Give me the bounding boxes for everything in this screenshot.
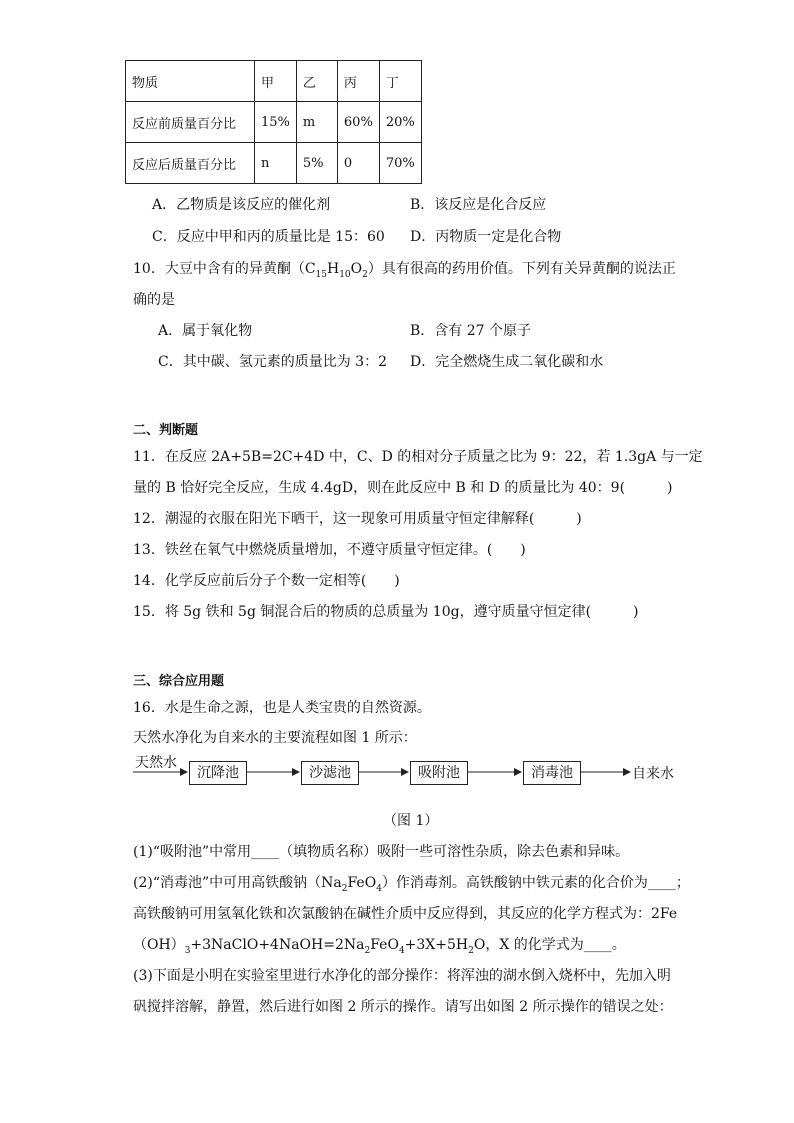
q10-option-d: D．完全燃烧生成二氧化碳和水: [410, 354, 604, 370]
section3-title: 三、综合应用题: [133, 674, 225, 689]
equation-text: +3NaClO+4NaOH=2Na: [190, 937, 365, 953]
flow-box-sand-filter: 沙滤池: [301, 761, 359, 785]
q9-option-b: B．该反应是化合反应: [410, 197, 547, 213]
q16-part3-line1: (3)下面是小明在实验室里进行水净化的部分操作：将浑浊的湖水倒入烧杯中，先加入明: [133, 968, 671, 984]
table-cell: 物质: [126, 61, 255, 102]
q10-stem-text: 10．大豆中含有的异黄酮（C: [133, 261, 316, 277]
q10-option-b: B．含有 27 个原子: [410, 323, 532, 339]
q16-intro: 天然水净化为自来水的主要流程如图 1 所示：: [133, 730, 417, 746]
equation-text: +3X+5H: [404, 937, 469, 953]
table-cell: 反应前质量百分比: [126, 102, 255, 143]
table-cell: 丁: [379, 61, 421, 102]
subscript: 10: [339, 269, 351, 280]
table-cell: 乙: [296, 61, 337, 102]
q9-option-c: C．反应中甲和丙的质量比是 15：60: [152, 229, 385, 245]
q10-formula-text: H: [326, 261, 340, 277]
table-cell: 0: [337, 143, 379, 184]
q16-part1: (1)“吸附池”中常用____（填物质名称）吸附一些可溶性杂质，除去色素和异味。: [133, 844, 630, 860]
q14: 14．化学反应前后分子个数一定相等( ): [133, 573, 400, 589]
q10-option-a: A．属于氧化物: [158, 323, 253, 339]
q16-part2-line2: 高铁酸钠可用氢氧化铁和次氯酸钠在碱性介质中反应得到，其反应的化学方程式为：2Fe: [133, 906, 678, 922]
flow-box-adsorption: 吸附池: [410, 761, 468, 785]
q11-line1: 11．在反应 2A+5B=2C+4D 中，C、D 的相对分子质量之比为 9：22，若 1.3gA 与一定: [133, 449, 703, 465]
q10-stem-text: ）具有很高的药用价值。下列有关异黄酮的说法正: [367, 261, 676, 277]
q16-part2-text: FeO: [347, 875, 377, 891]
table-cell: 60%: [337, 102, 379, 143]
q11-line2: 量的 B 恰好完全反应，生成 4.4gD，则在此反应中 B 和 D 的质量比为 40：9( ): [133, 480, 673, 496]
flow-box-disinfection: 消毒池: [523, 761, 581, 785]
q13: 13．铁丝在氧气中燃烧质量增加，不遵守质量守恒定律。( ): [133, 542, 526, 558]
table-cell: 70%: [379, 143, 421, 184]
q9-option-a: A．乙物质是该反应的催化剂: [152, 197, 331, 213]
flow-box-sedimentation: 沉降池: [189, 761, 247, 785]
q16-part2: [133, 872, 690, 894]
q16-part3-line2: 矾搅拌溶解，静置，然后进行如图 2 所示的操作。请写出如图 2 所示操作的错误之处：: [133, 999, 673, 1015]
figure1-caption: （图 1）: [383, 813, 439, 829]
q15: 15．将 5g 铁和 5g 铜混合后的物质的总质量为 10g，遵守质量守恒定律( ): [133, 604, 639, 620]
table-cell: 15%: [255, 102, 297, 143]
q9-option-d: D．丙物质一定是化合物: [410, 229, 562, 245]
q10-stem-line2: 确的是: [133, 292, 175, 308]
equation-text: FeO: [370, 937, 399, 953]
table-cell: 20%: [379, 102, 421, 143]
q16-part2-text: ）作消毒剂。高铁酸钠中铁元素的化合价为____；: [381, 875, 690, 891]
table-cell: 5%: [296, 143, 337, 184]
table-cell: 丙: [337, 61, 379, 102]
subscript: 4: [376, 883, 382, 894]
flow-start-label: 天然水: [135, 755, 177, 771]
subscript: 2: [362, 269, 368, 280]
subscript: 4: [398, 945, 405, 956]
q16-equation: [133, 934, 626, 956]
equation-text: （OH）: [133, 937, 185, 953]
q16-stem: 16．水是生命之源，也是人类宝贵的自然资源。: [133, 700, 431, 716]
section2-title: 二、判断题: [133, 423, 199, 438]
table-cell: 反应后质量百分比: [126, 143, 255, 184]
q16-part2-text: (2)“消毒池”中可用高铁酸钠（Na: [133, 875, 342, 891]
q12: 12．潮湿的衣服在阳光下晒干，这一现象可用质量守恒定律解释( ): [133, 511, 582, 527]
subscript: 2: [468, 945, 474, 956]
subscript: 15: [315, 269, 327, 280]
table-cell: m: [296, 102, 337, 143]
subscript: 2: [341, 883, 348, 894]
flow-end-label: 自来水: [632, 766, 674, 782]
equation-text: O，X 的化学式为____。: [473, 937, 626, 953]
table-cell: n: [255, 143, 297, 184]
q10-formula-text: O: [350, 261, 363, 277]
subscript: 3: [184, 945, 191, 956]
q10-option-c: C．其中碳、氢元素的质量比为 3：2: [158, 354, 387, 370]
subscript: 2: [364, 945, 371, 956]
table-cell: 甲: [255, 61, 297, 102]
